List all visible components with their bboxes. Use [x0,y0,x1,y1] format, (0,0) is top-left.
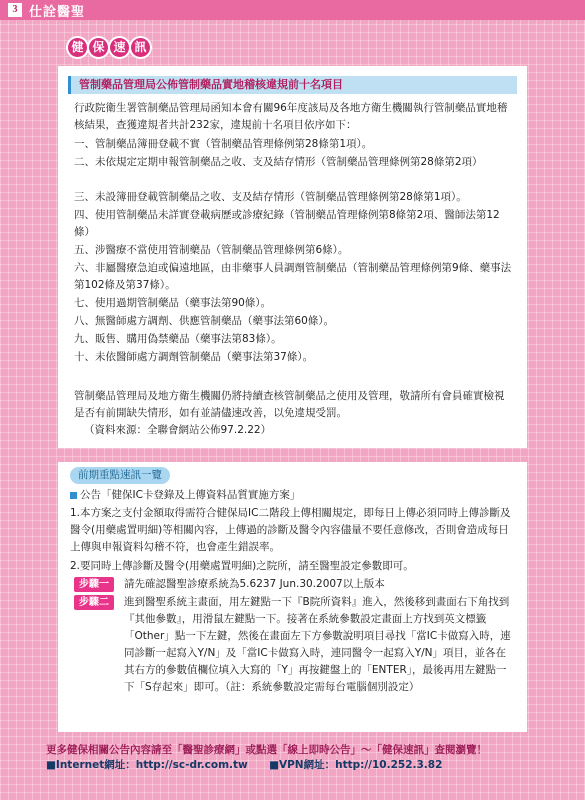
notice-line [70,487,515,504]
article-card [58,66,527,448]
point-1: 1.本方案之支付金額取得需符合健保局IC二階段上傳相關規定，即每日上傳必須同時上傳診斷及醫令(用藥處置明細)等相關內容，上傳過的診斷及醫令內容儘量不要任意修改，否則會造成每日上傳與申報資料勾稽不符，也會產生錯誤率。 [70,507,511,553]
violation-item: 九、販售、購用偽禁藥品（藥事法第83條）。 [74,333,282,345]
article-intro: 行政院衛生署管制藥品管理局函知本會有關96年度該局及各地方衛生機關執行管制藥品實地稽核結果，查獲違規者共計232家，違規前十名項目依序如下： [74,102,508,131]
page-number: 3 [8,3,22,17]
title-char: 健 [68,38,87,57]
footer-line: 更多健保相關公告內容請至「醫聖診療網」或點選「線上即時公告」～「健保速訊」查閱瀏覽！ [46,744,487,756]
review-card [58,462,527,732]
violation-item: 三、未設簿冊登載管制藥品之收、支及結存情形（管制藥品管理條例第28條第1項）。 [74,191,467,203]
article-source: （資料來源：全聯會網站公佈97.2.22） [84,424,272,436]
violation-item: 二、未依規定定期申報管制藥品之收、支及結存情形（管制藥品管理條例第28條第2項） [74,156,483,168]
article-closing: 管制藥品管理局及地方衛生機關仍將持續查核管制藥品之使用及管理，敬請所有會員確實檢視是否有前開缺失情形，如有並請儘速改善，以免違規受罰。 [74,390,505,419]
violation-item: 七、使用過期管制藥品（藥事法第90條）。 [74,297,272,309]
violation-item: 八、無醫師處方調劑、供應管制藥品（藥事法第60條）。 [74,315,335,327]
vpn-link[interactable]: ■VPN網址：http://10.252.3.82 [269,759,443,771]
violation-item: 四、使用管制藥品未詳實登載病歷或診療紀錄（管制藥品管理條例第8條第2項、醫師法第12條） [74,209,500,238]
violation-item: 十、未依醫師處方調劑管制藥品（藥事法第37條）。 [74,351,314,363]
brand-title: 仕詮醫聖 [29,5,86,20]
article-heading: 管制藥品管理局公佈管制藥品實地稽核違規前十名項目 [68,76,517,94]
point-2: 2.要同時上傳診斷及醫令(用藥處置明細)之院所，請至醫聖設定參數即可。 [70,560,414,572]
title-char: 訊 [131,38,150,57]
review-pill: 前期重點速訊一覽 [70,467,170,484]
step1-tag: 步驟一 [74,577,114,592]
violation-item: 一、管制藥品簿冊登載不實（管制藥品管理條例第28條第1項）。 [74,138,373,150]
footer-links [46,757,442,772]
step1-text: 請先確認醫聖診療系統為5.6237 Jun.30.2007以上版本 [124,578,385,590]
header-bar [0,0,585,20]
step2-tag: 步驟二 [74,595,114,610]
title-char: 保 [89,38,108,57]
square-bullet-icon [70,492,77,499]
section-title [68,38,150,57]
violation-item: 五、涉醫療不當使用管制藥品（管制藥品管理條例第6條）。 [74,244,349,256]
step2-text: 進到醫聖系統主畫面，用左鍵點一下『B院所資料』進入，然後移到畫面右下角找到『其他參數』，用滑鼠左鍵點一下。接著在系統參數設定畫面上方找到英文標籤「Other」點一下左鍵，然後在畫面左下方參數說明項目尋找「當IC卡做寫入時，連同診斷一起寫入Y/N」及「當IC卡做寫入時，連同醫令一起寫入Y/N」項目，並各在其右方的參數值欄位填入大寫的「Y」再按鍵盤上的「ENTER」，最後再用左鍵點一下「S存起來」即可。（註：系統參數設定需每台電腦個別設定） [124,596,511,693]
violation-item: 六、非屬醫療急迫或偏遠地區，由非藥事人員調劑管制藥品（管制藥品管理條例第9條、藥事法第102條及第37條）。 [74,262,512,291]
notice-text: 公告「健保IC卡登錄及上傳資料品質實施方案」 [80,489,301,501]
title-char: 速 [110,38,129,57]
internet-link[interactable]: ■Internet網址：http://sc-dr.com.tw [46,759,248,771]
